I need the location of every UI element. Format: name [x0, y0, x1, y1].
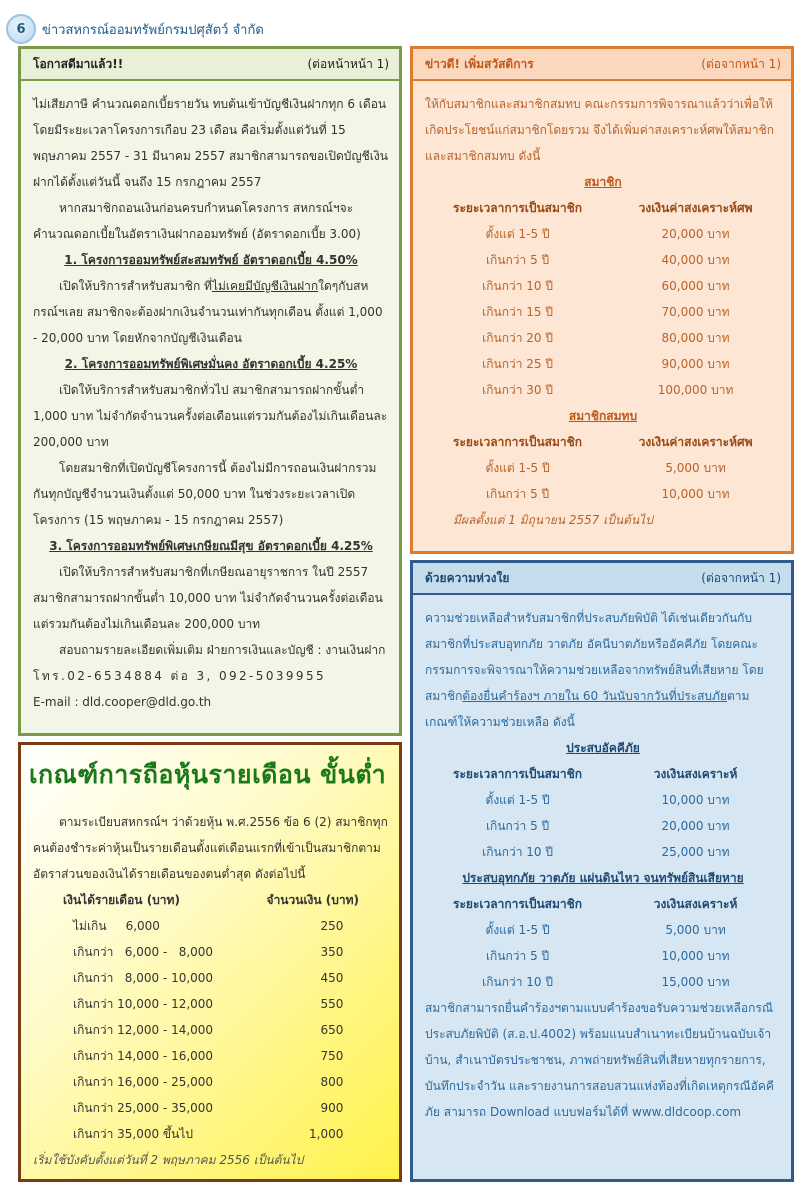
table-row: [425, 969, 781, 995]
table-cell: 80,000 บาท: [661, 331, 730, 345]
table-cell: 60,000 บาท: [661, 279, 730, 293]
table-cell: เกินกว่า 10 ปี: [482, 279, 553, 293]
table-cell: 20,000 บาท: [661, 227, 730, 241]
table-row: [425, 247, 781, 273]
associate-table-header: ระยะเวลาการเป็นสมาชิก วงเงินค่าสงเคราะห์ศพ: [453, 435, 753, 449]
table-cell: เกินกว่า 10 ปี: [482, 845, 553, 859]
disaster-box-continuation: (ต่อจากหน้า 1): [701, 570, 781, 585]
flood-title: ประสบอุทกภัย วาตภัย แผ่นดินไหว จนทรัพย์สินเสียหาย: [462, 871, 744, 885]
table-cell: เกินกว่า 8,000 - 10,000: [73, 971, 214, 985]
table-cell: 100,000 บาท: [657, 383, 734, 397]
members-title: สมาชิก: [584, 175, 622, 189]
table-cell: 90,000 บาท: [661, 357, 730, 371]
shares-intro: ตามระเบียบสหกรณ์ฯ ว่าด้วยหุ้น พ.ศ.2556 ข้อ 6 (2) สมาชิกทุกคนต้องชำระค่าหุ้นเป็นรายเดือนตั้งแต่เดือนแรกที่เข้าเป็นสมาชิกตามอัตราส่วนของเงินได้รายเดือนของตนต่ำสุด ดังต่อไปนี้: [33, 815, 388, 881]
table-row: [425, 917, 781, 943]
welfare-box-body: [413, 83, 791, 551]
table-cell: 750: [320, 1049, 344, 1063]
newsletter-header: [6, 14, 306, 44]
savings-opportunity-box: [18, 46, 402, 736]
welfare-box-continuation: (ต่อจากหน้า 1): [701, 56, 781, 71]
table-cell: เกินกว่า 35,000 ขึ้นไป: [73, 1127, 193, 1141]
fire-table-header: ระยะเวลาการเป็นสมาชิก วงเงินสงเคราะห์: [453, 767, 738, 781]
savings-box-title: โอกาสดีมาแล้ว!!: [33, 56, 124, 71]
welfare-box: [410, 46, 794, 554]
table-row: [425, 325, 781, 351]
table-row: [33, 1095, 389, 1121]
welfare-effective-date: มีผลตั้งแต่ 1 มิถุนายน 2557 เป็นต้นไป: [453, 513, 653, 527]
table-row: [425, 351, 781, 377]
table-cell: 5,000 บาท: [665, 461, 726, 475]
table-row: [425, 943, 781, 969]
table-cell: ตั้งแต่ 1-5 ปี: [485, 461, 550, 475]
shares-effective-date: เริ่มใช้บังคับตั้งแต่วันที่ 2 พฤษภาคม 2556 เป็นต้นไป: [33, 1153, 304, 1167]
table-cell: 10,000 บาท: [661, 949, 730, 963]
table-row: [425, 787, 781, 813]
table-cell: เกินกว่า 14,000 - 16,000: [73, 1049, 214, 1063]
table-cell: ตั้งแต่ 1-5 ปี: [485, 227, 550, 241]
table-cell: เกินกว่า 25,000 - 35,000: [73, 1101, 214, 1115]
table-row: [33, 1069, 389, 1095]
table-row: [425, 299, 781, 325]
table-cell: เกินกว่า 5 ปี: [485, 487, 550, 501]
table-cell: 5,000 บาท: [665, 923, 726, 937]
table-row: [425, 839, 781, 865]
table-row: [425, 377, 781, 403]
table-cell: เกินกว่า 6,000 - 8,000: [73, 945, 214, 959]
members-table: [425, 221, 781, 403]
newsletter-title: ข่าวสหกรณ์ออมทรัพย์กรมปศุสัตว์ จำกัด: [42, 23, 264, 38]
table-row: [33, 1017, 389, 1043]
table-cell: 900: [320, 1101, 344, 1115]
contact-email[interactable]: E-mail : dld.cooper@dld.go.th: [33, 695, 212, 709]
table-cell: เกินกว่า 30 ปี: [482, 383, 553, 397]
monthly-shares-box: [18, 742, 402, 1182]
table-cell: เกินกว่า 10,000 - 12,000: [73, 997, 214, 1011]
flood-table: [425, 917, 781, 995]
savings-box-continuation: (ต่อหน้าหน้า 1): [307, 56, 389, 71]
welfare-box-title: ข่าวดี! เพิ่มสวัสดิการ: [425, 56, 534, 71]
table-row: [33, 913, 389, 939]
contact-info: สอบถามรายละเอียดเพิ่มเติม ฝ่ายการเงินและบัญชี : งานเงินฝาก: [59, 643, 386, 657]
savings-intro: ไม่เสียภาษี คำนวณดอกเบี้ยรายวัน ทบต้นเข้าบัญชีเงินฝากทุก 6 เดือน โดยมีระยะเวลาโครงการเกือบ 23 เดือน คือเริ่มตั้งแต่วันที่ 15 พฤษภาคม 2557 - 31 มีนาคม 2557 สมาชิกสามารถขอเปิดบัญชีเงินฝากได้ตั้งแต่วันนี้ จนถึง 15 กรกฎาคม 2557: [33, 97, 388, 189]
shares-table-header: เงินได้รายเดือน (บาท) จำนวนเงิน (บาท): [63, 893, 360, 907]
table-cell: 25,000 บาท: [661, 845, 730, 859]
table-cell: 800: [320, 1075, 344, 1089]
fire-table: [425, 787, 781, 865]
table-cell: 10,000 บาท: [661, 487, 730, 501]
no-account-emphasis: ไม่เคยมีบัญชีเงินฝาก: [211, 279, 319, 293]
disaster-aid-box: [410, 560, 794, 1182]
project-1-desc: เปิดให้บริการสำหรับสมาชิก ที่ไม่เคยมีบัญชีเงินฝากใดๆกับสหกรณ์ฯเลย สมาชิกจะต้องฝากเงินจำนวนเท่ากันทุกเดือน ตั้งแต่ 1,000 - 20,000 บาท โดยหักจากบัญชีเงินเดือน: [33, 279, 383, 345]
table-cell: 350: [320, 945, 344, 959]
table-row: [33, 965, 389, 991]
table-cell: เกินกว่า 25 ปี: [482, 357, 553, 371]
savings-box-body: [21, 83, 399, 733]
associate-table: [425, 455, 781, 507]
table-cell: 550: [320, 997, 344, 1011]
table-cell: 10,000 บาท: [661, 793, 730, 807]
project-2-condition: โดยสมาชิกที่เปิดบัญชีโครงการนี้ ต้องไม่มีการถอนเงินฝากรวมกันทุกบัญชีจำนวนเงินตั้งแต่ 50,000 บาท ในช่วงระยะเวลาเปิดโครงการ (15 พฤษภาคม - 15 กรกฎาคม 2557): [33, 461, 377, 527]
table-cell: เกินกว่า 15 ปี: [482, 305, 553, 319]
page-number-badge: 6: [6, 14, 36, 44]
savings-box-header: [21, 49, 399, 81]
table-row: [425, 455, 781, 481]
table-cell: ตั้งแต่ 1-5 ปี: [485, 923, 550, 937]
table-cell: 650: [320, 1023, 344, 1037]
project-2-desc: เปิดให้บริการสำหรับสมาชิกทั่วไป สมาชิกสามารถฝากขั้นต่ำ 1,000 บาท ไม่จำกัดจำนวนครั้งต่อเดือนแต่รวมกันต้องไม่เกินเดือนละ 200,000 บาท: [33, 383, 388, 449]
table-cell: เกินกว่า 5 ปี: [485, 253, 550, 267]
table-cell: 40,000 บาท: [661, 253, 730, 267]
flood-table-header: ระยะเวลาการเป็นสมาชิก วงเงินสงเคราะห์: [453, 897, 738, 911]
fire-title: ประสบอัคคีภัย: [566, 741, 640, 755]
shares-box-body: [21, 801, 399, 1179]
disaster-intro: ความช่วยเหลือสำหรับสมาชิกที่ประสบภัยพิบัติ ได้เช่นเดียวกันกับสมาชิกที่ประสบอุทกภัย วาตภัย อัคนีบาตภัยหรืออัคคีภัย โดยคณะกรรมการจะพิจารณาให้ความช่วยเหลือจากทรัพย์สินที่เสียหาย โดยสมาชิกต้องยื่นคำร้องฯ ภายใน 60 วันนับจากวันที่ประสบภัยตามเกณฑ์ให้ความช่วยเหลือ ดังนี้: [425, 611, 764, 729]
table-cell: 450: [320, 971, 344, 985]
table-cell: เกินกว่า 20 ปี: [482, 331, 553, 345]
table-row: [425, 813, 781, 839]
welfare-intro: ให้กับสมาชิกและสมาชิกสมทบ คณะกรรมการพิจารณาแล้วว่าเพื่อให้เกิดประโยชน์แก่สมาชิกโดยรวม จึงได้เพิ่มค่าสงเคราะห์ศพให้สมาชิกและสมาชิกสมทบ ดังนี้: [425, 97, 774, 163]
table-cell: 15,000 บาท: [661, 975, 730, 989]
savings-withdraw-note: หากสมาชิกถอนเงินก่อนครบกำหนดโครงการ สหกรณ์ฯจะคำนวณดอกเบี้ยในอัตราเงินฝากออมทรัพย์ (อัตราดอกเบี้ย 3.00): [33, 201, 361, 241]
shares-table: [33, 913, 389, 1147]
table-row: [33, 991, 389, 1017]
table-cell: 20,000 บาท: [661, 819, 730, 833]
table-cell: เกินกว่า 12,000 - 14,000: [73, 1023, 214, 1037]
table-cell: 1,000: [309, 1127, 344, 1141]
table-row: [425, 273, 781, 299]
members-table-header: ระยะเวลาการเป็นสมาชิก วงเงินค่าสงเคราะห์ศพ: [453, 201, 753, 215]
table-cell: เกินกว่า 16,000 - 25,000: [73, 1075, 214, 1089]
table-cell: เกินกว่า 5 ปี: [485, 949, 550, 963]
project-3-desc: เปิดให้บริการสำหรับสมาชิกที่เกษียณอายุราชการ ในปี 2557 สมาชิกสามารถฝากขั้นต่ำ 10,000 บาท ไม่จำกัดจำนวนครั้งต่อเดือนแต่รวมกันต้องไม่เกินเดือนละ 200,000 บาท: [33, 565, 383, 631]
table-cell: 70,000 บาท: [661, 305, 730, 319]
disaster-outro: สมาชิกสามารถยื่นคำร้องฯตามแบบคำร้องขอรับความช่วยเหลือกรณีประสบภัยพิบัติ (ส.อ.ป.4002) พร้อมแนบสำเนาทะเบียนบ้านฉบับเจ้าบ้าน, สำเนาบัตรประชาชน, ภาพถ่ายทรัพย์สินที่เสียหายทุกรายการ, บันทึกประจำวัน และรายงานการสอบสวนแห่งท้องที่เกิดเหตุกรณีอัคคีภัย สามารถ Download แบบฟอร์มได้ที่ www.dldcoop.com: [425, 1001, 774, 1119]
shares-title: เกณฑ์การถือหุ้นรายเดือน ขั้นต่ำ: [29, 760, 387, 789]
associate-members-title: สมาชิกสมทบ: [568, 409, 638, 423]
table-cell: 250: [320, 919, 344, 933]
project-3-title: 3. โครงการออมทรัพย์พิเศษเกษียณมีสุข อัตราดอกเบี้ย 4.25%: [49, 539, 373, 553]
table-cell: เกินกว่า 5 ปี: [485, 819, 550, 833]
welfare-box-header: [413, 49, 791, 81]
deadline-emphasis: ต้องยื่นคำร้องฯ ภายใน 60 วันนับจากวันที่ประสบภัย: [462, 689, 727, 703]
table-row: [33, 1043, 389, 1069]
disaster-box-body: [413, 597, 791, 1179]
disaster-box-header: [413, 563, 791, 595]
disaster-box-title: ด้วยความห่วงใย: [425, 570, 510, 585]
table-row: [425, 481, 781, 507]
contact-phone: โทร.02-6534884 ต่อ 3, 092-5039955: [33, 669, 327, 683]
table-row: [425, 221, 781, 247]
table-cell: ไม่เกิน 6,000: [73, 919, 160, 933]
project-2-title: 2. โครงการออมทรัพย์พิเศษมั่นคง อัตราดอกเบี้ย 4.25%: [64, 357, 358, 371]
table-cell: เกินกว่า 10 ปี: [482, 975, 553, 989]
project-1-title: 1. โครงการออมทรัพย์สะสมทรัพย์ อัตราดอกเบี้ย 4.50%: [64, 253, 358, 267]
table-row: [33, 939, 389, 965]
table-row: [33, 1121, 389, 1147]
table-cell: ตั้งแต่ 1-5 ปี: [485, 793, 550, 807]
